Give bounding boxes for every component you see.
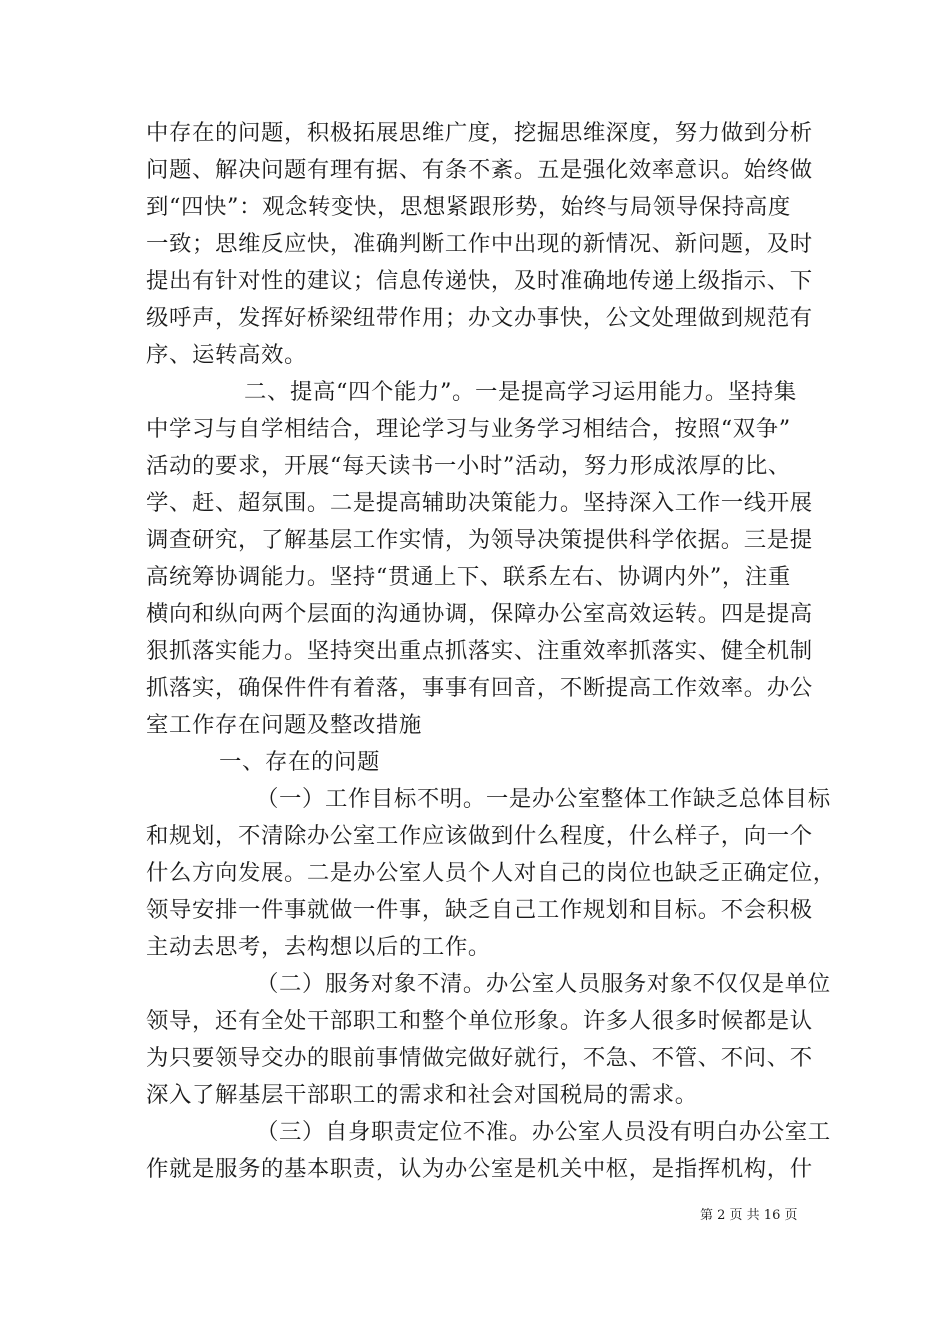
text-line: 到“四快”：观念转变快，思想紧跟形势，始终与局领导保持高度 xyxy=(146,194,791,220)
text-line: （三）自身职责定位不准。办公室人员没有明白办公室工 xyxy=(256,1119,831,1145)
text-line: 问题、解决问题有理有据、有条不紊。五是强化效率意识。始终做 xyxy=(146,157,813,183)
text-line: 深入了解基层干部职工的需求和社会对国税局的需求。 xyxy=(146,1082,698,1108)
text-line: 序、运转高效。 xyxy=(146,342,307,368)
text-line: 作就是服务的基本职责，认为办公室是机关中枢，是指挥机构，什 xyxy=(146,1156,813,1182)
text-line: 学、赶、超氛围。二是提高辅助决策能力。坚持深入工作一线开展 xyxy=(146,490,813,516)
text-line: 主动去思考，去构想以后的工作。 xyxy=(146,934,491,960)
paragraph-item-3 xyxy=(146,1114,831,1188)
text-line: 狠抓落实能力。坚持突出重点抓落实、注重效率抓落实、健全机制 xyxy=(146,638,813,664)
text-line: （二）服务对象不清。办公室人员服务对象不仅仅是单位 xyxy=(256,971,831,997)
paragraph-four-abilities xyxy=(146,374,812,744)
text-line: 提出有针对性的建议；信息传递快，及时准确地传递上级指示、下 xyxy=(146,268,813,294)
page-number-footer: 第 2 页 共 16 页 xyxy=(700,1208,798,1223)
text-line: 级呼声，发挥好桥梁纽带作用；办文办事快，公文处理做到规范有 xyxy=(146,305,813,331)
document-body xyxy=(146,115,836,1188)
section-heading xyxy=(146,744,812,781)
paragraph-continued xyxy=(146,115,812,374)
text-line: 活动的要求，开展“每天读书一小时”活动，努力形成浓厚的比、 xyxy=(146,453,791,479)
paragraph-item-2 xyxy=(146,966,831,1114)
text-line: 和规划，不清除办公室工作应该做到什么程度，什么样子，向一个 xyxy=(146,823,813,849)
text-line: 为只要领导交办的眼前事情做完做好就行，不急、不管、不问、不 xyxy=(146,1045,813,1071)
text-line: 中学习与自学相结合，理论学习与业务学习相结合，按照“双争” xyxy=(146,416,791,442)
text-line: 一致；思维反应快，准确判断工作中出现的新情况、新问题，及时 xyxy=(146,231,813,257)
text-line: 高统筹协调能力。坚持“贯通上下、联系左右、协调内外”，注重 xyxy=(146,564,791,590)
text-line: 抓落实，确保件件有着落，事事有回音，不断提高工作效率。办公 xyxy=(146,675,813,701)
text-line: 室工作存在问题及整改措施 xyxy=(146,712,422,738)
text-line: 什么方向发展。二是办公室人员个人对自己的岗位也缺乏正确定位， xyxy=(146,860,836,886)
text-line: （一）工作目标不明。一是办公室整体工作缺乏总体目标 xyxy=(256,786,831,812)
text-line: 一、存在的问题 xyxy=(219,749,380,775)
text-line: 二、提高“四个能力”。一是提高学习运用能力。坚持集 xyxy=(244,379,797,405)
text-line: 领导安排一件事就做一件事，缺乏自己工作规划和目标。不会积极 xyxy=(146,897,813,923)
text-line: 中存在的问题，积极拓展思维广度，挖掘思维深度，努力做到分析 xyxy=(146,120,813,146)
text-line: 调查研究，了解基层工作实情，为领导决策提供科学依据。三是提 xyxy=(146,527,813,553)
text-line: 领导，还有全处干部职工和整个单位形象。许多人很多时候都是认 xyxy=(146,1008,813,1034)
text-line: 横向和纵向两个层面的沟通协调，保障办公室高效运转。四是提高 xyxy=(146,601,813,627)
paragraph-item-1 xyxy=(146,781,836,966)
